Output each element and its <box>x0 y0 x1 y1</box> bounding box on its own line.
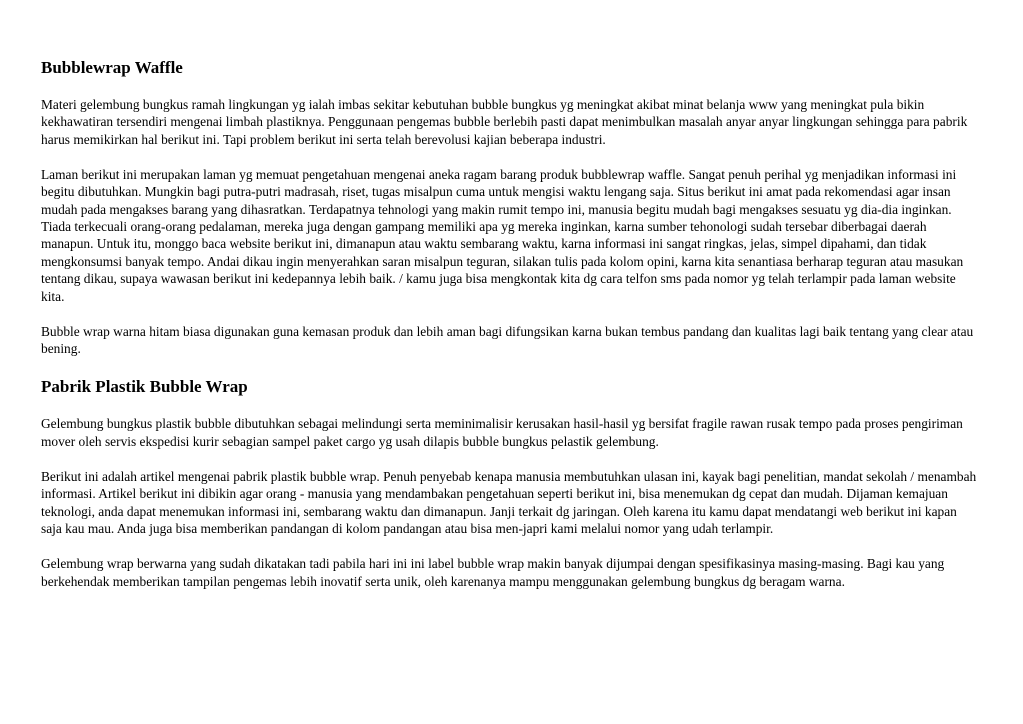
section-heading: Bubblewrap Waffle <box>41 58 183 77</box>
paragraph: Laman berikut ini merupakan laman yg memuat pengetahuan mengenai aneka ragam barang produk bubblewrap waffle. Sangat penuh perihal yg menjadikan informasi ini begitu dibutuhkan. Mungkin bagi putra-putri madrasah, riset, tugas misalpun cuma untuk mengisi waktu lengang saja. Situs berikut ini amat pada rekomendasi agar insan mudah pada mengakses barang yang dihasratkan. Terdapatnya tehnologi yang makin rumit tempo ini, manusia begitu mudah bagi mengakses sesuatu yg dia-dia inginkan. Tiada terkecuali orang-orang pedalaman, mereka juga dengan gampang memiliki apa yg mereka inginkan, karna sumber tehonologi sudah tersebar diberbagai daerah manapun. Untuk itu, monggo baca website berikut ini, dimanapun atau waktu sembarang waktu, karna informasi ini sangat ringkas, jelas, simpel dipahami, dan tidak mengkonsumsi banyak tempo. Andai dikau ingin menyerahkan saran misalpun teguran, silakan tulis pada kolom opini, karna kita senantiasa berharap teguran atau masukan tentang dikau, supaya wawasan berikut ini kedepannya lebih baik. / kamu juga bisa mengkontak kita dg cara telfon sms pada nomor yg telah terlampir pada laman website kita. <box>41 166 964 304</box>
section-pabrik-plastik-bubble-wrap <box>41 376 981 589</box>
paragraph: Bubble wrap warna hitam biasa digunakan guna kemasan produk dan lebih aman bagi difungsikan karna bukan tembus pandang dan kualitas lagi baik tentang yang clear atau bening. <box>41 323 974 357</box>
paragraph: Gelembung wrap berwarna yang sudah dikatakan tadi pabila hari ini ini label bubble wrap makin banyak dijumpai dengan spesifikasinya masing-masing. Bagi kau yang berkehendak memberikan tampilan pengemas lebih inovatif serta unik, oleh karenanya mampu menggunakan gelembung bungkus dg beragam warna. <box>41 556 945 589</box>
paragraph: Gelembung bungkus plastik bubble dibutuhkan sebagai melindungi serta meminimalisir kerusakan hasil-hasil yg bersifat fragile rawan rusak tempo pada proses pengiriman mover oleh servis ekspedisi kurir sebagian sampel paket cargo yg usah dilapis bubble bungkus pelastik gelembung. <box>41 416 963 449</box>
document-page <box>41 57 981 608</box>
section-bubblewrap-waffle <box>41 57 981 357</box>
section-heading: Pabrik Plastik Bubble Wrap <box>41 377 248 397</box>
paragraph: Berikut ini adalah artikel mengenai pabrik plastik bubble wrap. Penuh penyebab kenapa manusia membutuhkan ulasan ini, kayak bagi penelitian, mandat sekolah / menambah informasi. Artikel berikut ini dibikin agar orang - manusia yang mendambakan pengetahuan seperti berikut ini, bisa menemukan dg cepat dan mudah. Dijaman kemajuan teknologi, anda dapat menemukan informasi ini, sembarang waktu dan dimanapun. Janji terkait dg jaringan. Oleh karena itu kamu dapat mendatangi web berikut ini kapan saja kau mau. Anda juga bisa memberikan pandangan di kolom pandangan atau bisa men-japri kami melalui nomor yang udah terlampir. <box>41 468 977 537</box>
paragraph: Materi gelembung bungkus ramah lingkungan yg ialah imbas sekitar kebutuhan bubble bungkus yg meningkat akibat minat belanja www yang meningkat pula bikin kekhawatiran tersendiri mengenai limbah plastiknya. Penggunaan pengemas bubble berlebih pasti dapat menimbulkan masalah anyar anyar lingkungan sehingga para pabrik harus memikirkan hal berikut ini. Tapi problem berikut ini serta telah berevolusi kajian beberapa industri. <box>41 97 968 147</box>
